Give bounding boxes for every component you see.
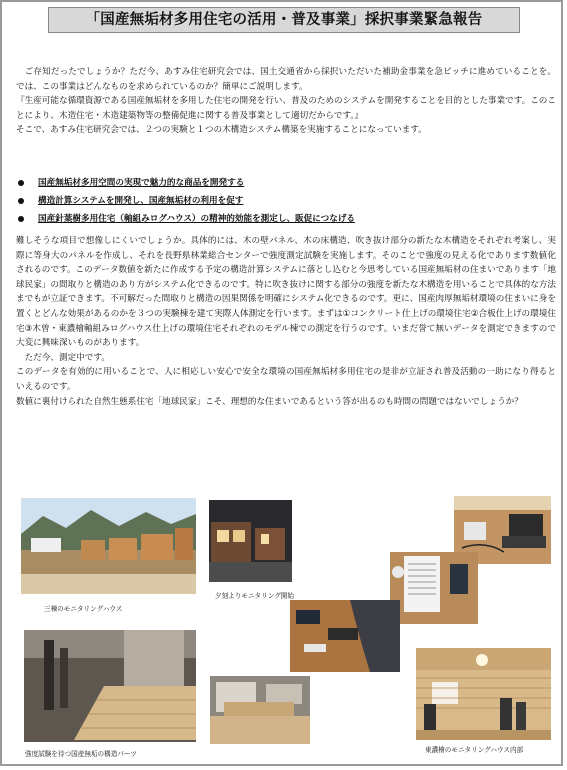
page-title: 「国産無垢材多用住宅の活用・普及事業」採択事業緊急報告 <box>48 7 520 33</box>
intro-paragraph: そこで、あすみ住宅研究会では、２つの実験と１つの木構造システム構築を実施することになっています。 <box>16 125 427 136</box>
intro-section <box>16 65 556 138</box>
photo-structure-parts <box>24 630 196 742</box>
photo-measurement-device <box>290 600 400 672</box>
bullet-dot-icon <box>18 198 24 204</box>
photo-caption: 東濃檜のモニタリングハウス内部 <box>425 746 524 754</box>
bullet-dot-icon <box>18 216 24 222</box>
body-paragraph: 数値に裏付けられた自然生態系住宅「地球民家」こそ、理想的な住まいであるという答が出るのも時間の問題ではないでしょうか？ <box>16 396 523 407</box>
goal-item <box>18 192 548 210</box>
intro-paragraph: ご存知だったでしょうか？ただ今、あすみ住宅研究会では、国土交通省から採択いただいた補助金事業を急ピッチに進めていることを。では、この事業はどんなものを求められているのか？簡単にご説明します。 <box>16 67 556 92</box>
body-paragraph: ただ今、測定中です。 <box>16 352 110 363</box>
photo-evening-houses <box>209 500 292 582</box>
goal-text: 国産無垢材多用空間の実現で魅力的な商品を開発する <box>38 178 245 188</box>
photo-cypress-interior <box>416 648 551 740</box>
photo-caption: 三棟のモニタリングハウス <box>44 605 123 613</box>
goal-text: 構造計算システムを開発し、国産無垢材の利用を促す <box>38 196 244 206</box>
body-paragraph: このデータを有効的に用いることで、人に相応しい安心で安全な環境の国産無垢材多用住宅の是非が立証され普及活動の一助になり得るといえるのです。 <box>16 367 556 392</box>
body-paragraph: 難しそうな項目で想像しにくいでしょうか。具体的には、木の壁パネル、木の床構造、吹き抜け部分の新たな木構造をそれぞれ考案し、実際に等身大のパネルを作成し、それを長野県林業総合センターで強度測定試験を実施します。そのことで強度の見える化であります数値化されるのです。このデータ数値を新たに作成する予定の構造計算システムに落とし込むと今思考している国産無垢材の住まいであります「地球民家」の間取りと構造のあり方がシステム化できるのです。特に吹き抜けに関する部分の強度を新たな木構造を用いることで具体的な方法までもが立証できます。不可解だった間取りと構造の因果関係を明確にシステム化できるのです。更に、国産肉厚無垢材環境の住まいに身を置くとどんな効果があるのかを３つの実験棟を建て実際人体測定を行います。まずは①コンクリート仕上げの環境住宅②合板仕上げの環境住宅③木曽・東濃檜軸組みログハウス仕上げの環境住宅それぞれのモデル棟での測定を行うのです。いまだ誉て無いデータを測定できますので大変に興味深いものがあります。 <box>16 236 556 349</box>
goal-item <box>18 174 548 192</box>
intro-paragraph: 『生産可能な循環資源である国産無垢材を多用した住宅の開発を行い、普及のためのシステムを開発することを目的とした事業です。このことにより、木造住宅・木造建築物等の整備促進に関する普及事業として適切だからです。』 <box>16 96 556 121</box>
goal-list <box>18 174 548 228</box>
bullet-dot-icon <box>18 180 24 186</box>
goal-item <box>18 210 548 228</box>
goal-text: 国産針葉樹多用住宅（軸組みログハウス）の精神的効能を測定し、販促につなげる <box>38 214 356 224</box>
photo-instruction-sign <box>390 552 478 624</box>
body-section <box>16 234 556 409</box>
photo-monitoring-houses <box>21 498 196 594</box>
photo-caption: 夕刻よりモニタリング開始 <box>215 592 294 600</box>
photo-caption: 強度試験を待つ国産無垢の構造パーツ <box>25 750 137 758</box>
photo-panel-test <box>210 676 310 744</box>
